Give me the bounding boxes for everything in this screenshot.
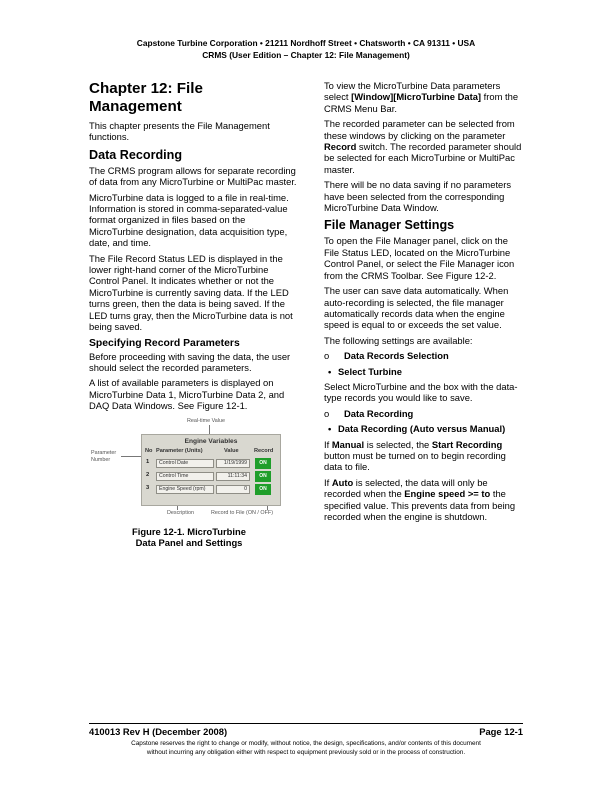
record-switch-paragraph [324, 118, 524, 175]
intro-paragraph: This chapter presents the File Management functions. [89, 120, 270, 143]
select-turbine-paragraph: Select MicroTurbine and the box with the data-type records you would like to save. [324, 380, 518, 404]
text-run: To view the MicroTurbine Data parameters select [324, 80, 501, 103]
circle-bullet-icon: o [324, 350, 330, 362]
value-cell: 1/19/1999 [216, 459, 250, 468]
header-doc-title: CRMS (User Edition – Chapter 12: File Management) [202, 49, 410, 60]
text-run: is selected, the data will only be recorded when the [324, 476, 488, 500]
data-recording-paragraph: The CRMS program allows for separate recording of data from any MicroTurbine or MultiPac master. [89, 164, 297, 188]
disclaimer-line: without incurring any obligation either with respect to equipment previously sold or in the process of construction. [146, 749, 466, 756]
bullet-icon: • [328, 365, 332, 377]
parameter-cell: Control Time [156, 472, 214, 481]
menu-path: [Window][MicroTurbine Data] [351, 91, 482, 103]
list-item-label: Data Recording (Auto versus Manual) [338, 423, 506, 435]
figure-caption-line: Figure 12-1. MicroTurbine [132, 525, 246, 537]
realtime-value-label: Real-time Value [187, 417, 225, 424]
bullet-icon: • [328, 423, 332, 435]
list-item-label: Data Recording [344, 407, 414, 419]
figure-caption [89, 526, 289, 549]
data-recording-paragraph: The File Record Status LED is displayed in the lower right-hand corner of the MicroTurbine Control Panel. It indicates whether or not the MicroTurbine is currently saving data. If the LED turns green, then the data is being saved. If the LED turns gray, then the MicroTurbine data is not being saved. [89, 252, 293, 333]
value-cell: 11:11:34 [216, 472, 250, 481]
file-manager-settings-heading: File Manager Settings [324, 218, 455, 233]
figure-12-1 [91, 418, 291, 518]
engine-speed-term: Engine speed >= to [404, 488, 491, 500]
data-recording-paragraph: MicroTurbine data is logged to a file in real-time. Information is stored in comma-separated-value format organized in files based on the MicroTurbine designation, data acquisition type, date, and time. [89, 191, 289, 249]
no-saving-paragraph: There will be no data saving if no parameters have been selected from the corresponding MicroTurbine Data Window. [324, 179, 512, 214]
record-term: Record [324, 141, 357, 153]
text-run: switch. The recorded parameter should be selected for each MicroTurbine or MultiPac master. [324, 141, 522, 175]
file-manager-paragraph: To open the File Manager panel, click on the File Status LED, located on the MicroTurbine Control Panel, or select the File Manager icon from the CRMS Toolbar. See Figure 12-2. [324, 235, 515, 281]
text-run: button must be turned on to begin recording data to file. [324, 449, 506, 473]
col-header-parameter: Parameter (Units) [156, 447, 203, 454]
col-header-no: No [145, 447, 153, 454]
figure-caption-line: Data Panel and Settings [135, 536, 243, 548]
file-manager-paragraph: The user can save data automatically. When auto-recording is selected, the file manager automatically records data when the engine speed is equal to or exceeds the set value. [324, 285, 509, 331]
footer-disclaimer [0, 739, 612, 757]
manual-term: Manual [331, 438, 365, 450]
parameter-number-label: Number [91, 456, 111, 463]
header-address: Capstone Turbine Corporation • 21211 Nordhoff Street • Chatsworth • CA 91311 • USA [136, 38, 476, 48]
engine-variables-panel [141, 434, 281, 506]
list-item [324, 350, 524, 361]
left-column [89, 78, 299, 548]
panel-title: Engine Variables [184, 437, 238, 445]
auto-term: Auto [331, 476, 354, 488]
start-recording-term: Start Recording [431, 438, 503, 450]
chapter-title: Chapter 12: File Management [89, 80, 203, 115]
col-header-record: Record [254, 447, 274, 454]
footer-doc-id: 410013 Rev H (December 2008) [89, 726, 228, 737]
manual-mode-paragraph [324, 439, 524, 473]
list-item [324, 366, 524, 377]
row-number: 3 [146, 484, 150, 491]
file-manager-paragraph: The following settings are available: [324, 334, 473, 346]
text-run: The recorded parameter can be selected from these windows by clicking on the parameter [324, 118, 515, 141]
record-parameters-paragraph: A list of available parameters is displayed on MicroTurbine Data 1, MicroTurbine Data 2, and DAQ Data Windows. See Figure 12-1. [89, 377, 285, 412]
list-item [324, 408, 524, 419]
text-run: If [324, 476, 332, 488]
text-run: If [324, 438, 332, 450]
record-on-switch[interactable]: ON [255, 471, 271, 482]
list-item [324, 423, 524, 434]
record-parameters-paragraph: Before proceeding with saving the data, the user should select the recorded parameters. [89, 350, 291, 373]
text-run: is selected, the [364, 438, 432, 450]
col-header-value: Value [224, 447, 239, 454]
record-on-switch[interactable]: ON [255, 484, 271, 495]
record-on-switch[interactable]: ON [255, 458, 271, 469]
parameter-cell: Control Date [156, 459, 214, 468]
row-number: 1 [146, 458, 150, 465]
right-column [324, 78, 524, 526]
value-cell: 0 [216, 485, 250, 494]
auto-mode-paragraph [324, 477, 524, 523]
record-parameters-heading: Specifying Record Parameters [89, 337, 240, 349]
footer-divider [89, 723, 523, 724]
footer-page-number: Page 12-1 [479, 726, 523, 737]
text-run: from the CRMS Menu Bar. [324, 91, 519, 114]
text-run: the specified value. This prevents data from being recorded when the engine is shutdown. [324, 488, 516, 522]
page-header [0, 38, 612, 61]
data-recording-heading: Data Recording [89, 147, 183, 162]
record-to-file-label: Record to File (ON / OFF) [211, 509, 274, 516]
description-label: Description [167, 509, 194, 516]
parameter-number-label: Parameter [91, 449, 117, 456]
disclaimer-line: Capstone reserves the right to change or modify, without notice, the design, specifications, and/or contents of this document [131, 740, 481, 747]
list-item-label: Data Records Selection [344, 350, 449, 362]
row-number: 2 [146, 471, 150, 478]
parameter-cell: Engine Speed (rpm) [156, 485, 214, 494]
list-item-label: Select Turbine [338, 365, 402, 377]
view-parameters-paragraph [324, 80, 524, 114]
circle-bullet-icon: o [324, 407, 330, 419]
